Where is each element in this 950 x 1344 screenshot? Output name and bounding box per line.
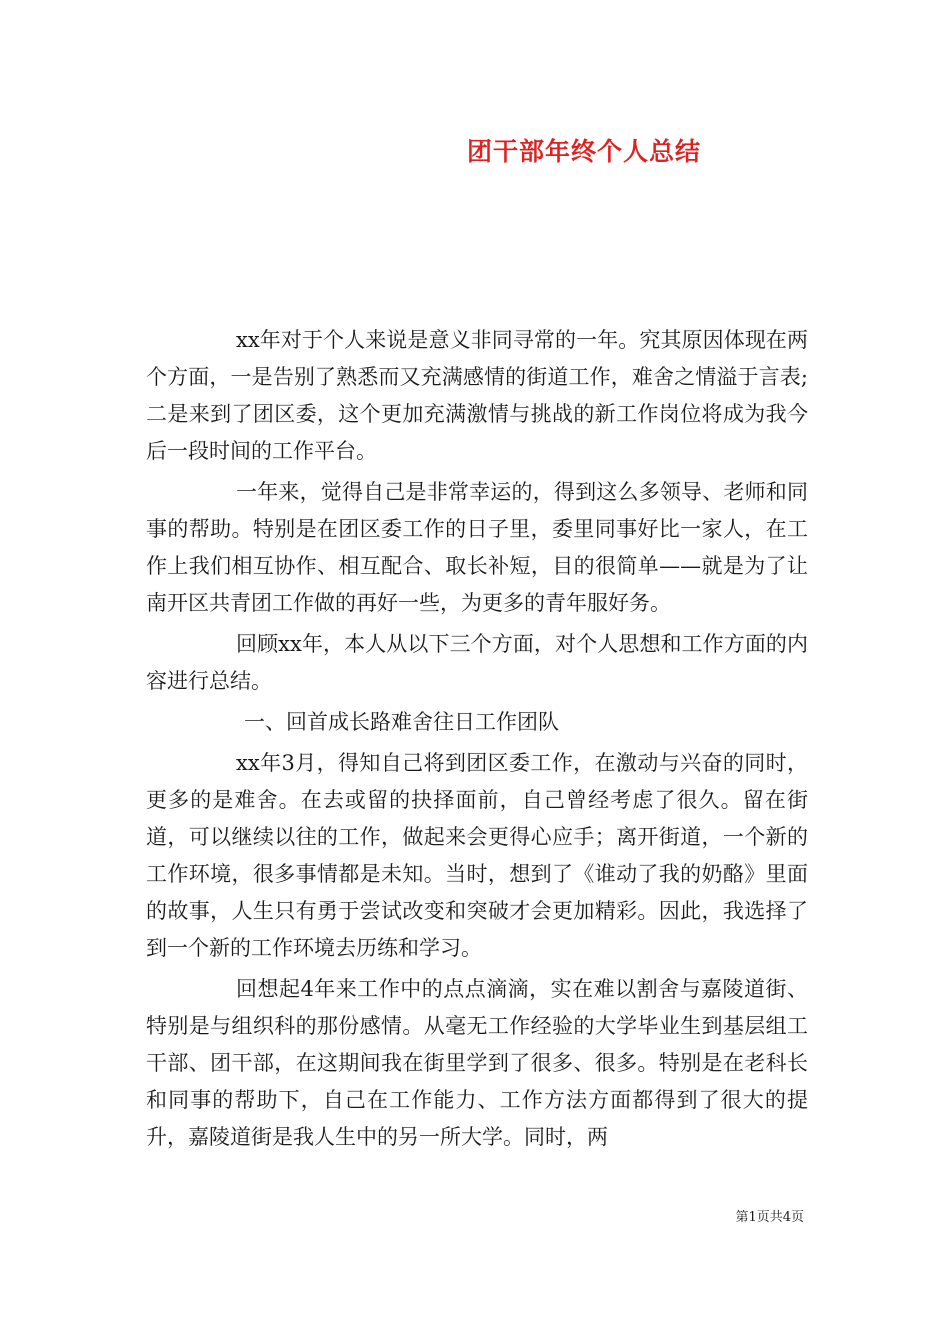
document-title: 团干部年终个人总结 — [466, 137, 701, 166]
page-number: 第1页共4页 — [735, 1210, 804, 1225]
paragraph: 一年来，觉得自己是非常幸运的，得到这么多领导、老师和同事的帮助。特别是在团区委工作的日子里，委里同事好比一家人，在工作上我们相互协作、相互配合、取长补短，目的很简单——就是为了让南开区共青团工作做的再好一些，为更多的青年服好务。 — [146, 480, 808, 615]
paragraph: xx年对于个人来说是意义非同寻常的一年。究其原因体现在两个方面，一是告别了熟悉而又充满感情的街道工作，难舍之情溢于言表;二是来到了团区委，这个更加充满激情与挑战的新工作岗位将成为我今后一段时间的工作平台。 — [146, 328, 808, 463]
paragraph: 回顾xx年，本人从以下三个方面，对个人思想和工作方面的内容进行总结。 — [146, 632, 808, 693]
section-heading: 一、回首成长路难舍往日工作团队 — [244, 710, 559, 734]
paragraph: 回想起4年来工作中的点点滴滴，实在难以割舍与嘉陵道街、特别是与组织科的那份感情。从毫无工作经验的大学毕业生到基层组工干部、团干部，在这期间我在街里学到了很多、很多。特别是在老科长和同事的帮助下，自己在工作能力、工作方法方面都得到了很大的提升，嘉陵道街是我人生中的另一所大学。同时，两 — [146, 977, 808, 1149]
document-body — [146, 322, 808, 1160]
paragraph: xx年3月，得知自己将到团区委工作，在激动与兴奋的同时，更多的是难舍。在去或留的抉择面前，自己曾经考虑了很久。留在街道，可以继续以往的工作，做起来会更得心应手；离开街道，一个新的工作环境，很多事情都是未知。当时，想到了《谁动了我的奶酪》里面的故事，人生只有勇于尝试改变和突破才会更加精彩。因此，我选择了到一个新的工作环境去历练和学习。 — [146, 751, 808, 960]
